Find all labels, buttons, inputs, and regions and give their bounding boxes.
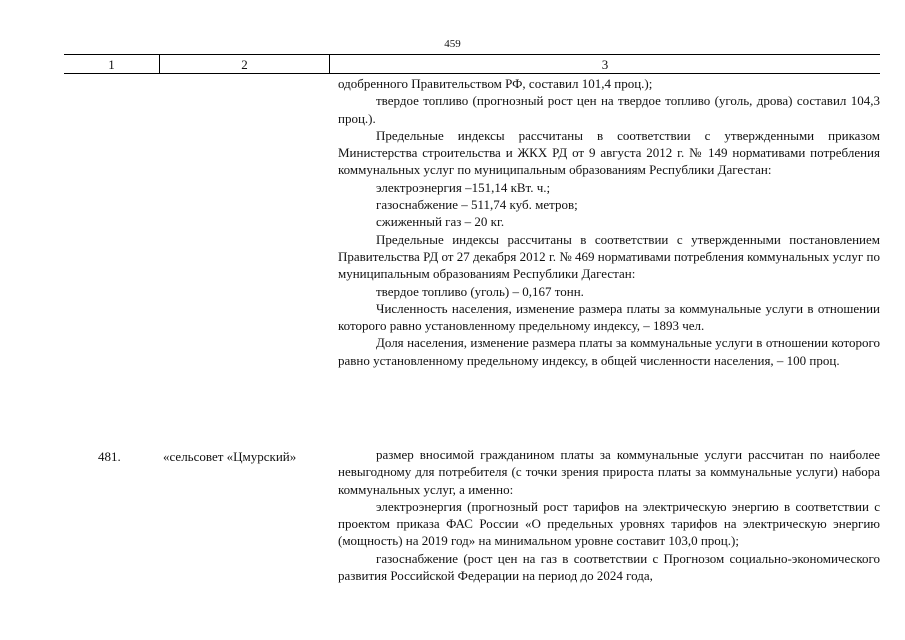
row-481-content bbox=[338, 446, 880, 584]
row-number: 481. bbox=[98, 449, 121, 464]
table-header-bottom-border bbox=[64, 73, 880, 74]
paragraph: электроэнергия (прогнозный рост тарифов на электрическую энергию в соответствии с проектом приказа ФАС России «О предельных уровнях тарифов на электрическую энергию (мощность) на 2019 год» на минимальном уровне составит 103,0 проц.); bbox=[338, 498, 880, 549]
table-header-col3: 3 bbox=[601, 57, 609, 72]
prev-row-content bbox=[338, 75, 880, 369]
paragraph: электроэнергия –151,14 кВт. ч.; bbox=[376, 179, 551, 195]
paragraph: твердое топливо (прогнозный рост цен на твердое топливо (уголь, дрова) составил 104,3 проц.). bbox=[338, 93, 880, 126]
table-header-top-border bbox=[64, 54, 880, 55]
paragraph: газоснабжение (рост цен на газ в соответствии с Прогнозом социально-экономического развития Российской Федерации на период до 2024 года, bbox=[338, 550, 880, 584]
paragraph: Предельные индексы рассчитаны в соответствии с утвержденными постановлением Правительства РД от 27 декабря 2012 г. № 469 нормативами потребления коммунальных услуг по муниципальным образованиям Республики Дагестан: bbox=[338, 231, 880, 282]
page-number: 459 bbox=[444, 38, 461, 50]
paragraph: газоснабжение – 511,74 куб. метров; bbox=[376, 197, 578, 213]
paragraph: одобренного Правительством РФ, составил 101,4 проц.); bbox=[338, 76, 653, 91]
paragraph: сжиженный газ – 20 кг. bbox=[376, 214, 505, 230]
paragraph: Предельные индексы рассчитаны в соответствии с утвержденными приказом Министерства строительства и ЖКХ РД от 9 августа 2012 г. № 149 нормативами потребления коммунальных услуг по муниципальным образованиям Республики Дагестан: bbox=[338, 127, 880, 178]
paragraph: Численность населения, изменение размера платы за коммунальные услуги в отношении которого равно установленному предельному индексу, – 1893 чел. bbox=[338, 300, 880, 334]
table-header-col1: 1 bbox=[108, 57, 115, 72]
paragraph: Доля населения, изменение размера платы за коммунальные услуги в отношении которого равно установленному предельному индексу, в общей численности населения, – 100 проц. bbox=[338, 335, 880, 368]
table-header-col2: 2 bbox=[241, 57, 248, 72]
paragraph: размер вносимой гражданином платы за коммунальные услуги рассчитан по наиболее невыгодному для потребителя (с точки зрения прироста платы за коммунальные услуги) набора коммунальных услуг, а именно: bbox=[338, 447, 880, 497]
municipality-name: «сельсовет «Цмурский» bbox=[163, 449, 297, 464]
paragraph: твердое топливо (уголь) – 0,167 тонн. bbox=[376, 283, 584, 299]
